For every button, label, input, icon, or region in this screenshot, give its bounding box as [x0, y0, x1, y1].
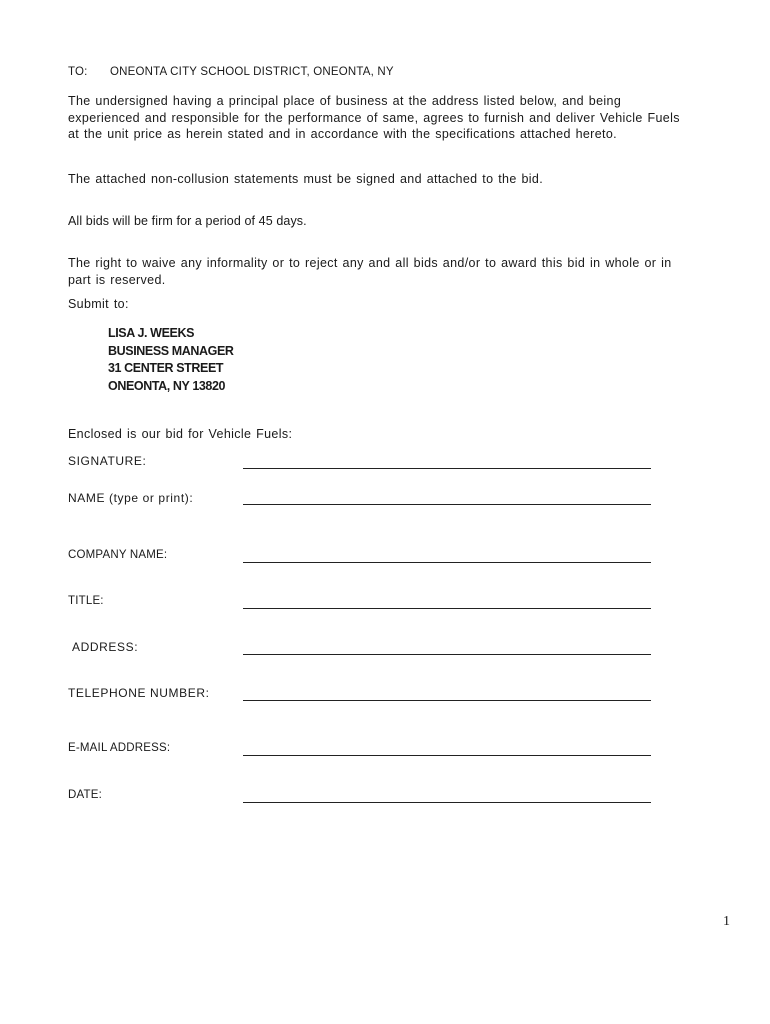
title-line[interactable] [243, 608, 651, 609]
date-line[interactable] [243, 802, 651, 803]
recipient: ONEONTA CITY SCHOOL DISTRICT, ONEONTA, NY [110, 66, 394, 78]
company-name-line[interactable] [243, 562, 651, 563]
page-number: 1 [723, 914, 730, 929]
company-name-label: COMPANY NAME: [68, 549, 168, 561]
to-line [68, 66, 394, 78]
bid-firm-paragraph: All bids will be firm for a period of 45 days. [68, 214, 307, 228]
address-street: 31 CENTER STREET [108, 361, 224, 375]
address-line[interactable] [243, 654, 651, 655]
address-city: ONEONTA, NY 13820 [108, 378, 226, 393]
email-label: E-MAIL ADDRESS: [68, 742, 171, 754]
submit-to-label: Submit to: [68, 297, 129, 311]
telephone-label: TELEPHONE NUMBER: [68, 686, 210, 700]
address-title: BUSINESS MANAGER [108, 343, 234, 358]
date-label: DATE: [68, 789, 103, 801]
intro-paragraph: The undersigned having a principal place of business at the address listed below, and being experienced and responsible for the performance of same, agrees to furnish and deliver Vehicle Fuels at the unit price as herein stated and in accordance with the specifications attached hereto. [68, 94, 680, 141]
title-label: TITLE: [68, 595, 104, 607]
to-label: TO: [68, 66, 88, 78]
non-collusion-paragraph: The attached non-collusion statements must be signed and attached to the bid. [68, 172, 544, 186]
email-line[interactable] [243, 755, 651, 756]
waiver-paragraph: The right to waive any informality or to reject any and all bids and/or to award this bid in whole or in part is reserved. [68, 256, 672, 287]
address-name: LISA J. WEEKS [108, 326, 195, 340]
address-label: ADDRESS: [72, 640, 139, 654]
submit-address-block [108, 325, 234, 395]
telephone-line[interactable] [243, 700, 651, 701]
name-line[interactable] [243, 504, 651, 505]
name-label: NAME (type or print): [68, 491, 194, 505]
signature-line[interactable] [243, 468, 651, 469]
signature-label: SIGNATURE: [68, 454, 147, 468]
enclosed-statement: Enclosed is our bid for Vehicle Fuels: [68, 427, 293, 441]
